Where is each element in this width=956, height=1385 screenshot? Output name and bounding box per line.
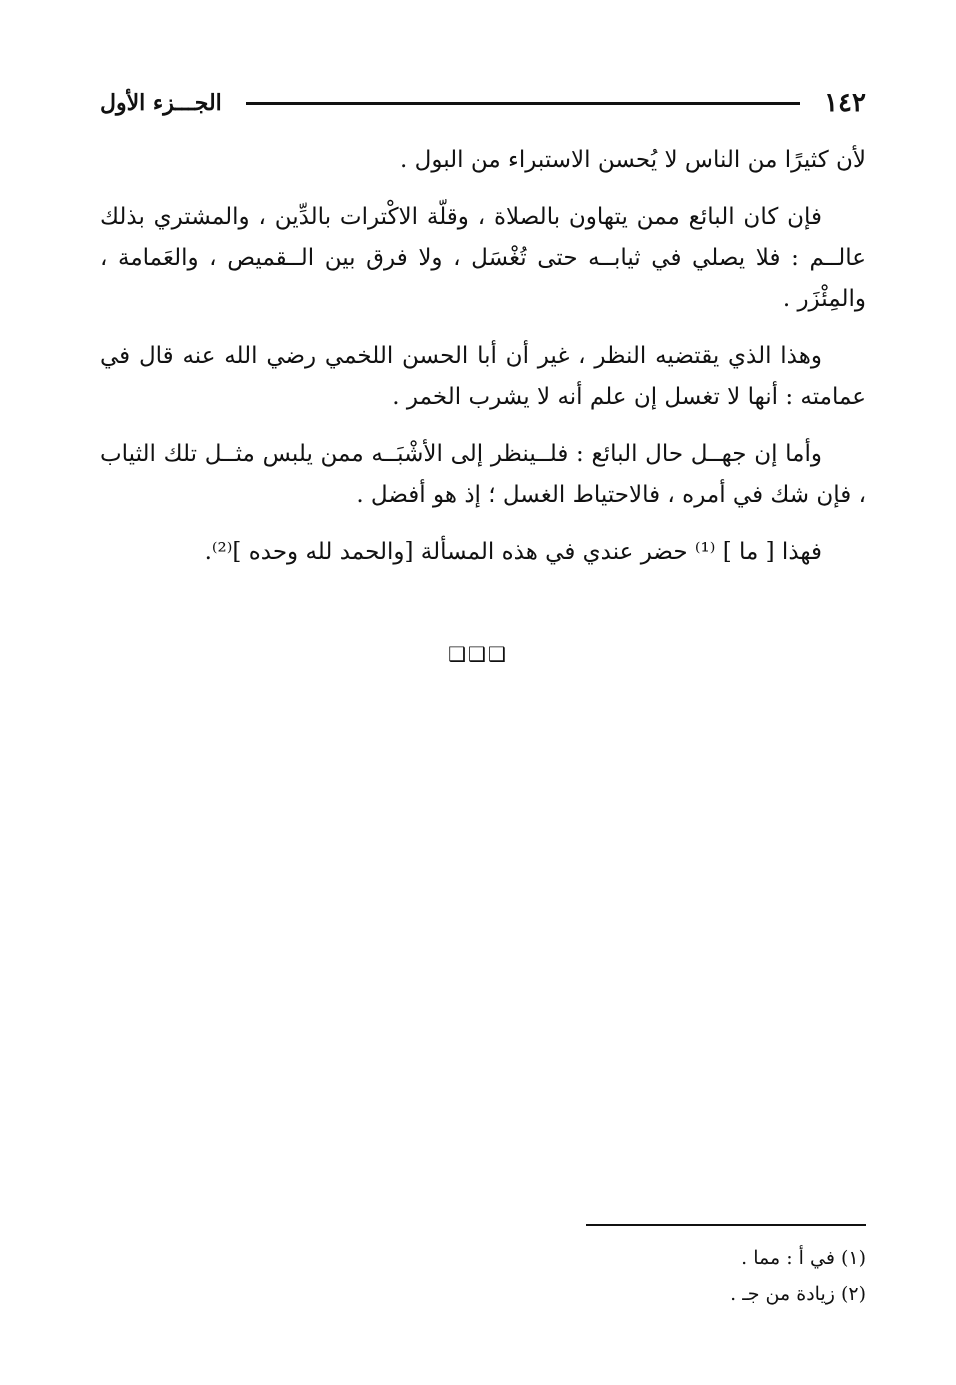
volume-title: الجـــزء الأول [100,90,222,116]
paragraph: فهذا [ ما ] ⁽¹⁾ حضر عندي في هذه المسألة [والحمد لله وحده ]⁽²⁾. [204,539,822,565]
footnotes [500,1240,866,1312]
paragraph: وأما إن جهــل حال البائع : فلــينظر إلى الأشْبَــه ممن يلبس مثــل تلك الثياب ، فإن شك في أمره ، فالاحتياط الغسل ؛ إذ هو أفضل . [100,441,866,508]
paragraph: وهذا الذي يقتضيه النظر ، غير أن أبا الحسن اللخمي رضي الله عنه قال في عمامته : أنها لا تغسل إن علم أنه لا يشرب الخمر . [100,343,866,410]
running-header [100,86,866,120]
footnote-rule [586,1224,866,1226]
header-rule [246,102,800,105]
paragraph: فإن كان البائع ممن يتهاون بالصلاة ، وقلّة الاكْترات بالدِّين ، والمشتري بذلك عالــم : فلا يصلي في ثيابــه حتى تُغْسَل ، ولا فرق بين الــقميص ، والعَمامة ، والمِئْزَر . [100,204,866,312]
footnote: (٢) زيادة من جـ . [730,1283,866,1305]
paragraph: لأن كثيرًا من الناس لا يُحسن الاستبراء من البول . [400,147,866,173]
page-number: ١٤٢ [824,88,866,118]
main-text [100,140,866,589]
section-end-ornament: ❑❑❑ [448,642,508,666]
footnote: (١) في أ : مما . [741,1247,866,1269]
